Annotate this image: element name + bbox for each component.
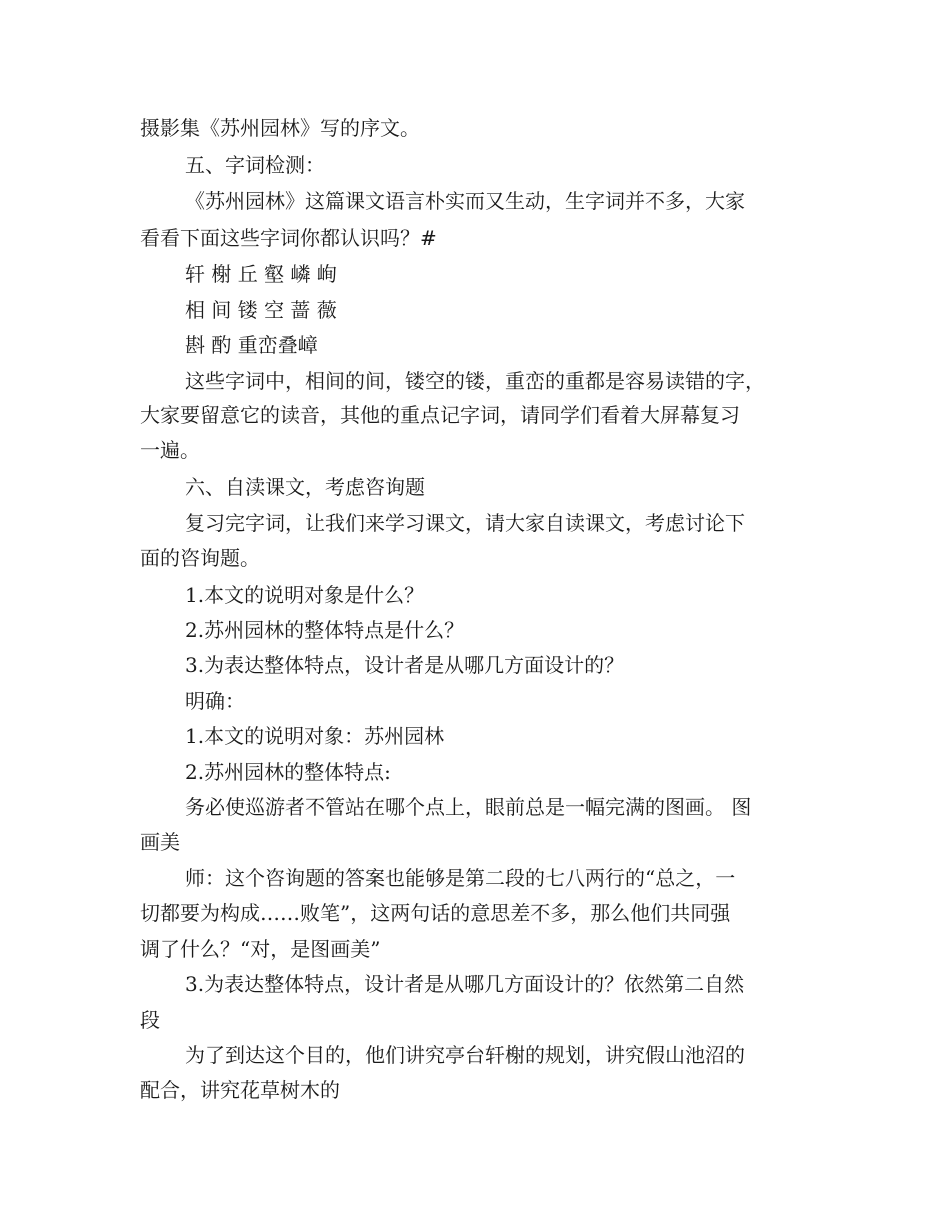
vocab-line: 轩 榭 丘 壑 嶙 峋: [185, 262, 337, 286]
text-line: 师：这个咨询题的答案也能够是第二段的七八两行的“总之，一: [185, 866, 736, 890]
text-line: 切都要为构成……败笔”，这两句话的意思差不多，那么他们共同强: [140, 901, 731, 925]
text-line: 务必使巡游者不管站在哪个点上，眼前总是一幅完满的图画。 图: [185, 795, 752, 819]
answer-item: 1.本文的说明对象：苏州园林: [185, 724, 445, 748]
question-item: 2.苏州园林的整体特点是什么？: [185, 618, 465, 642]
text-line: 看看下面这些字词你都认识吗？#: [140, 226, 437, 250]
text-line: 明确：: [185, 689, 245, 713]
text-line: 复习完字词，让我们来学习课文，请大家自读课文，考虑讨论下: [185, 511, 745, 535]
text-line: 这些字词中，相间的间，镂空的镂，重峦的重都是容易读错的字，: [185, 369, 765, 393]
question-item: 3.为表达整体特点，设计者是从哪几方面设计的？: [185, 653, 625, 677]
text-line: 为了到达这个目的，他们讲究亭台轩榭的规划，讲究假山池沼的: [185, 1043, 745, 1067]
section-heading: 六、自渎课文，考虑咨询题: [185, 475, 425, 499]
text-line: 画美: [140, 830, 180, 854]
vocab-line: 斟 酌 重峦叠嶂: [185, 333, 318, 357]
answer-item: 2.苏州园林的整体特点:: [185, 760, 391, 784]
text-line: 段: [140, 1008, 160, 1032]
answer-item: 3.为表达整体特点，设计者是从哪几方面设计的？依然第二自然: [185, 972, 745, 996]
text-line: 调了什么？“对，是图画美”: [140, 937, 381, 961]
vocab-line: 相 间 镂 空 蔷 薇: [185, 298, 337, 322]
section-heading: 五、字词检测：: [185, 153, 325, 177]
text-line: 面的咨询题。: [140, 546, 260, 570]
text-line: 配合，讲究花草树木的: [140, 1078, 340, 1102]
text-line: 大家要留意它的读音，其他的重点记字词，请同学们看着大屏幕复习: [140, 403, 740, 427]
text-line: 一遍。: [140, 438, 200, 462]
text-line: 摄影集《苏州园林》写的序文。: [140, 116, 420, 140]
text-line: 《苏州园林》这篇课文语言朴实而又生动，生字词并不多，大家: [185, 189, 745, 213]
question-item: 1.本文的说明对象是什么？: [185, 583, 425, 607]
